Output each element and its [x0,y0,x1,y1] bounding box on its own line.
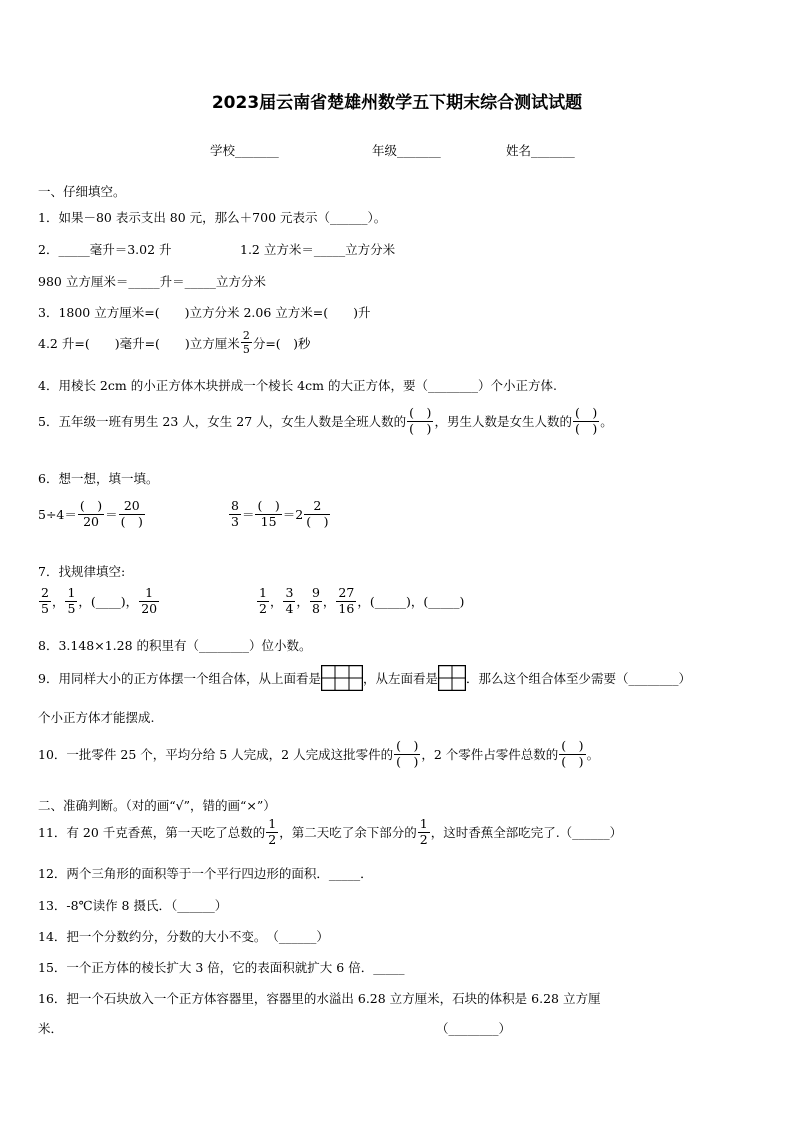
question-3a: 3．1800 立方厘米=( )立方分米 2.06 立方米=( )升 [38,305,371,320]
q11-f1-num: 1 [268,816,277,831]
q6b-fraction-2 [304,500,330,528]
q6b-eq-1: ＝ [241,507,255,522]
q5-text: 5．五年级一班有男生 23 人，女生 27 人，女生人数是全班人数的 [38,414,407,429]
question-1: 1．如果－80 表示支出 80 元，那么＋700 元表示（______）。 [38,210,387,225]
q7b-frac-3 [310,587,322,615]
q6b-f1-num: ( ) [257,498,280,513]
q7a-f1-num: 2 [41,585,49,600]
q6b-fraction-1 [255,500,281,528]
q7a-f1-den: 5 [41,600,49,616]
q6a-f1-den: 20 [78,514,104,529]
q5-fraction-1 [407,407,433,435]
question-7: 7．找规律填空: [38,564,126,579]
q6b-whole: 2 [295,506,304,522]
q10-fraction-2 [559,740,585,768]
q6a-fraction-2 [119,500,145,528]
q6b-f2-num: 2 [313,498,322,513]
q7a-fl-num: 1 [145,585,154,600]
q7b-f2-den: 4 [285,600,294,616]
grade-field[interactable]: 年级_______ [372,143,441,158]
question-5 [38,407,613,435]
q6a-f2-den: ( ) [120,513,143,529]
q7b-frac-2 [283,587,295,615]
top-view-grid-icon [321,665,363,691]
section-1-heading: 一、仔细填空。 [38,184,126,199]
q7a-frac-2 [65,587,77,615]
q6a-f2-num: 20 [123,498,140,513]
question-10 [38,740,599,768]
question-15: 15．一个正方体的棱长扩大 3 倍，它的表面积就扩大 6 倍．_____ [38,960,405,975]
q3b-num: 2 [242,329,250,342]
q9-post: ．那么这个组合体至少需要（________） [465,671,691,686]
q5-fraction-2 [573,407,599,435]
q10-fraction-1 [394,740,420,768]
q9-mid: ，从左面看是 [362,671,438,686]
q6-expression-a [38,500,146,528]
q5-f2-den: ( ) [574,420,598,436]
q7b-f1-den: 2 [259,600,267,616]
q6a-eq: ＝ [105,507,118,522]
q6b-eq-2: ＝ [282,507,296,522]
q7b-comma-3: ， [322,594,336,609]
question-14: 14．把一个分数约分，分数的大小不变。 （______） [38,929,329,944]
q11-fraction-1 [266,818,278,846]
q6b-f0-num: 8 [231,498,239,513]
q11-post: ，这时香蕉全部吃完了.（______） [430,825,623,840]
section-2-heading: 二、准确判断。（对的画“√”，错的画“×”） [38,798,276,813]
question-16-line2: 米． [38,1021,64,1036]
left-view-grid-icon [438,665,466,691]
question-16-answer-blank[interactable]: （________） [436,1021,512,1036]
q7a-frac-last [139,587,159,615]
q10-f2-den: ( ) [561,753,584,769]
q7a-f2-den: 5 [67,600,76,616]
q7-sequence-b [256,587,464,615]
q7b-comma-1: ， [269,594,283,609]
q6b-f0-den: 3 [231,513,239,529]
q11-f2-num: 1 [419,816,428,831]
q7b-tail: ，(_____)，(_____) [357,594,465,609]
q10-f2-num: ( ) [561,738,584,753]
question-16: 16．把一个石块放入一个正方体容器里，容器里的水溢出 6.28 立方厘米，石块的体积是 6.28 立方厘 [38,991,601,1006]
q3b-text: 4.2 升=( )毫升=( )立方厘米 [38,335,240,351]
q7b-frac-4 [336,587,356,615]
question-11 [38,818,622,846]
q10-end: 。 [586,747,600,762]
q5-mid: ，男生人数是女生人数的 [434,414,572,429]
q7b-f4-num: 27 [338,585,355,600]
q5-f1-den: ( ) [409,420,432,436]
q6b-fraction-0 [229,500,241,528]
q6b-f1-den: 15 [255,514,281,529]
q3b-fraction [241,330,252,355]
q7b-f2-num: 3 [285,585,294,600]
q7a-comma: ， [51,594,65,609]
q3b-den: 5 [242,343,250,356]
q11-text: 11．有 20 千克香蕉，第一天吃了总数的 [38,825,266,840]
question-2a: 2．_____毫升＝3.02 升 [38,242,172,257]
question-8: 8．3.148×1.28 的积里有（________）位小数。 [38,638,312,653]
q7b-comma-2: ， [296,594,309,609]
question-2c: 980 立方厘米＝_____升＝_____立方分米 [38,274,266,289]
question-12: 12．两个三角形的面积等于一个平行四边形的面积．_____． [38,866,373,881]
question-3b [38,330,311,355]
q10-mid: ，2 个零件占零件总数的 [421,747,559,762]
name-field[interactable]: 姓名_______ [506,143,575,158]
page-title: 2023届云南省楚雄州数学五下期末综合测试试题 [211,93,583,113]
q7a-f2-num: 1 [67,585,76,600]
q7b-frac-1 [257,587,269,615]
question-9-line2: 个小正方体才能摆成. [38,710,155,725]
q5-end: 。 [600,414,613,429]
q11-f2-den: 2 [419,831,428,847]
q9-text: 9．用同样大小的正方体摆一个组合体，从上面看是 [38,671,321,686]
question-2b: 1.2 立方米＝_____立方分米 [240,242,396,257]
school-field[interactable]: 学校_______ [210,143,279,158]
question-9 [38,665,691,691]
q6a-f1-num: ( ) [79,498,103,513]
q5-f2-num: ( ) [574,405,598,420]
question-6: 6．想一想，填一填。 [38,471,159,486]
q7b-f3-den: 8 [311,600,320,616]
q11-mid: ，第二天吃了余下部分的 [279,825,417,840]
q10-text: 10．一批零件 25 个，平均分给 5 人完成，2 人完成这批零件的 [38,747,394,762]
q7b-f3-num: 9 [311,585,320,600]
q10-f1-den: ( ) [396,753,419,769]
q11-f1-den: 2 [268,831,277,847]
q7a-fl-den: 20 [141,600,158,616]
question-13: 13．-8℃读作 8 摄氏．（______） [38,898,228,913]
q7a-frac-1 [39,587,51,615]
q7b-f1-num: 1 [259,585,267,600]
q6a-lhs: 5÷4＝ [38,507,77,522]
q3b-post: 分=( )秒 [252,335,311,351]
q5-f1-num: ( ) [409,405,432,420]
q6a-fraction-1 [78,500,104,528]
q7-sequence-a [38,587,160,615]
q10-f1-num: ( ) [396,738,419,753]
q6-expression-b [228,500,331,528]
q7a-blank: ，(____)， [78,594,139,609]
q11-fraction-2 [418,818,430,846]
q7b-f4-den: 16 [338,600,355,616]
question-4: 4．用棱长 2cm 的小正方体木块拼成一个棱长 4cm 的大正方体，要（________）个小正方体. [38,378,557,393]
q6b-f2-den: ( ) [306,513,329,529]
